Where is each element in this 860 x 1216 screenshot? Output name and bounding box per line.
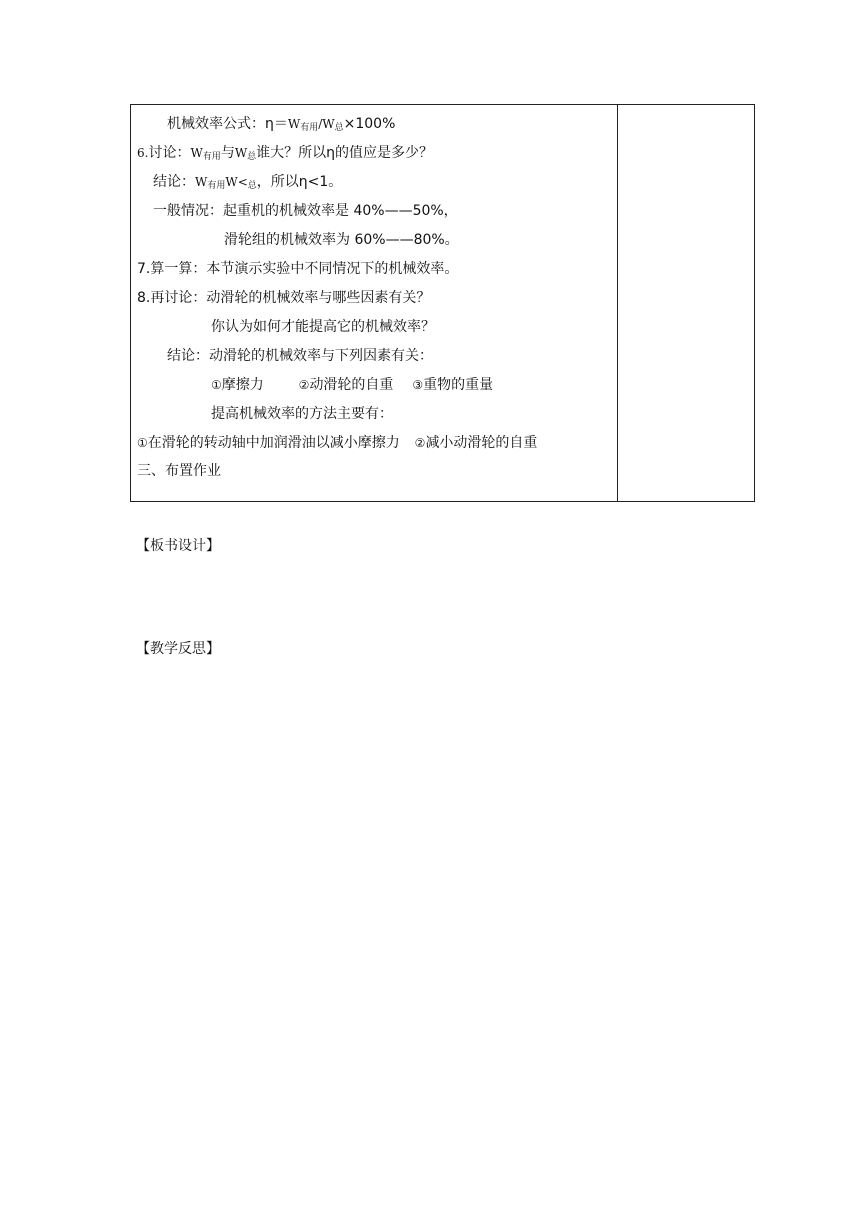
factor-item [299, 377, 394, 393]
method-mark: ① [137, 436, 148, 450]
factor-text: 摩擦力 [221, 377, 264, 393]
question-8: 8.再讨论：动滑轮的机械效率与哪些因素有关？ [137, 290, 431, 306]
c6-prefix: 结论： [153, 174, 195, 190]
q6-prefix: 讨论： [148, 145, 191, 161]
formula-sub-total: 总 [334, 123, 344, 133]
methods-line [137, 433, 537, 453]
question-8b: 你认为如何才能提高它的机械效率？ [211, 319, 435, 335]
general-efficiency: 一般情况：起重机的机械效率是 40%——50%， [153, 203, 458, 219]
q6-w2: W [234, 146, 248, 160]
factor-item [412, 377, 493, 393]
factor-text: 重物的重量 [423, 377, 494, 393]
factor-item [211, 377, 264, 393]
q6-w1: W [190, 146, 203, 160]
q6-w1-sub: 有用 [202, 152, 221, 162]
question-6 [137, 143, 433, 165]
q6-tail: 谁大？所以η的值应是多少？ [256, 145, 434, 161]
formula-slash: /W [318, 117, 335, 131]
formula-w: W [287, 117, 301, 131]
method-text: 在滑轮的转动轴中加润滑油以减小摩擦力 [147, 435, 400, 451]
question-7: 7.算一算：本节演示实验中不同情况下的机械效率。 [137, 261, 459, 277]
conclusion-6 [153, 172, 342, 194]
method-item [137, 435, 400, 451]
factor-text: 动滑轮的自重 [309, 377, 394, 393]
c6-tail: ，所以η<1。 [256, 174, 343, 190]
c6-w1-sub: 有用 [207, 181, 226, 191]
factor-mark: ① [211, 378, 222, 392]
pulley-group-efficiency: 滑轮组的机械效率为 60%——80%。 [224, 232, 459, 248]
method-mark: ② [414, 436, 426, 450]
c6-w1: W [195, 175, 208, 189]
method-item [415, 435, 538, 451]
factor-mark: ③ [412, 378, 424, 392]
formula-tail: ×100% [343, 116, 396, 132]
conclusion-8: 结论：动滑轮的机械效率与下列因素有关： [167, 348, 433, 364]
q6-w2-sub: 总 [247, 152, 257, 162]
lesson-table [130, 104, 755, 502]
section-3-heading: 三、布置作业 [137, 463, 221, 479]
q6-mid: 与 [220, 145, 235, 161]
c6-w2-sub: 总 [247, 181, 257, 191]
methods-intro: 提高机械效率的方法主要有： [211, 406, 393, 422]
formula-sub-useful: 有用 [300, 123, 319, 133]
q6-number: 6. [137, 146, 149, 160]
board-design-heading: 【板书设计】 [136, 538, 220, 554]
method-text: 减小动滑轮的自重 [425, 435, 538, 451]
factors-line [211, 375, 493, 395]
notes-cell [618, 105, 754, 501]
formula-line [167, 114, 395, 136]
formula-label: 机械效率公式：η＝ [167, 116, 288, 132]
factor-mark: ② [298, 378, 310, 392]
teaching-reflection-heading: 【教学反思】 [136, 641, 220, 657]
c6-mid: W< [225, 175, 248, 189]
